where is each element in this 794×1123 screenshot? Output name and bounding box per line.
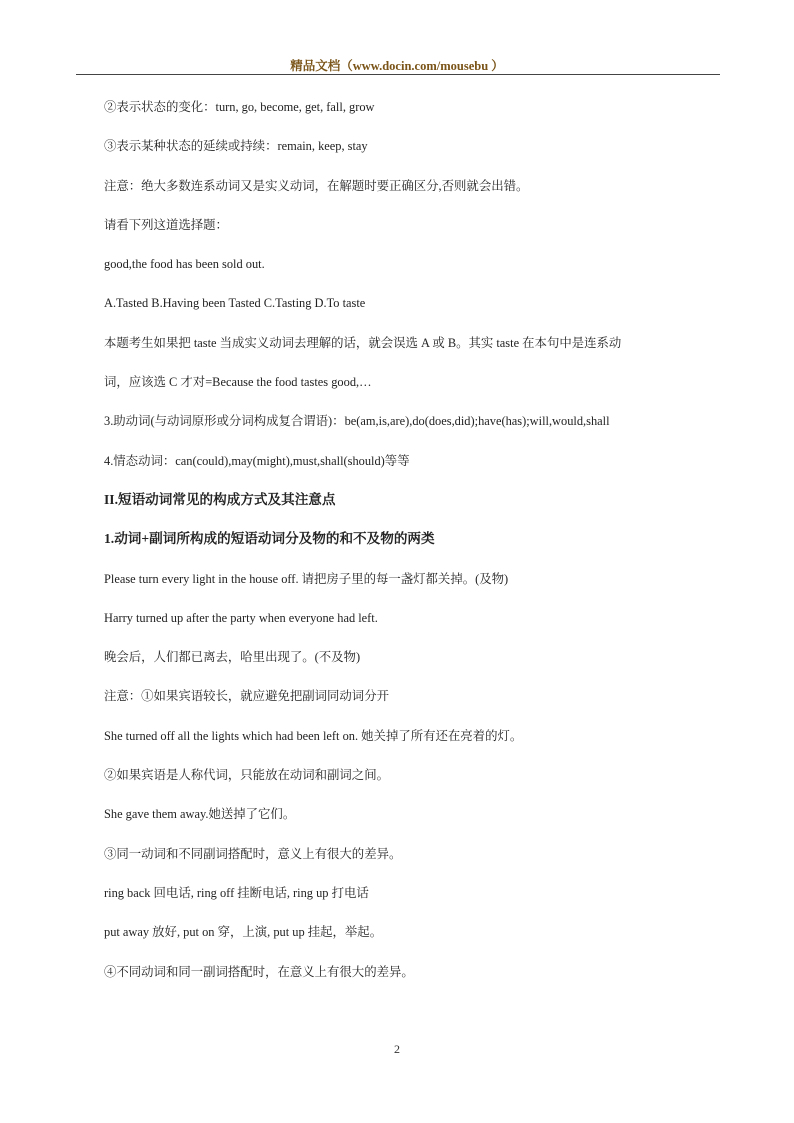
text-line: 本题考生如果把 taste 当成实义动词去理解的话，就会误选 A 或 B。其实 taste 在本句中是连系动 [104,335,622,350]
text-line: ④不同动词和同一副词搭配时，在意义上有很大的差异。 [104,964,414,979]
subsection-heading: 1.动词+副词所构成的短语动词分及物的和不及物的两类 [104,531,435,547]
text-line: good,the food has been sold out. [104,257,265,272]
page-header: 精品文档（www.docin.com/mousebu ） [290,59,504,73]
text-line: A.Tasted B.Having been Tasted C.Tasting D.To taste [104,296,366,311]
text-line: ②表示状态的变化：turn, go, become, get, fall, grow [104,100,375,114]
text-line: put away 放好, put on 穿，上演, put up 挂起，举起。 [104,925,383,940]
section-heading: II.短语动词常见的构成方式及其注意点 [104,491,336,507]
text-line: She gave them away.她送掉了它们。 [104,807,296,822]
text-line: 注意：绝大多数连系动词又是实义动词，在解题时要正确区分,否则就会出错。 [104,178,529,193]
document-body [104,95,704,999]
header-divider [76,74,720,75]
text-line: ③同一动词和不同副词搭配时，意义上有很大的差异。 [104,846,402,861]
text-line: 3.助动词(与动词原形或分词构成复合谓语)：be(am,is,are),do(does,did);have(has);will,would,shall [104,414,610,429]
text-line: Harry turned up after the party when everyone had left. [104,610,378,625]
text-line: She turned off all the lights which had been left on. 她关掉了所有还在亮着的灯。 [104,728,523,743]
page-number: 2 [394,1042,400,1056]
text-line: ③表示某种状态的延续或持续：remain, keep, stay [104,139,368,154]
text-line: 词，应该选 C 才对=Because the food tastes good,… [104,375,372,390]
text-line: 晚会后，人们都已离去，哈里出现了。(不及物) [104,650,361,665]
text-line: ring back 回电话, ring off 挂断电话, ring up 打电话 [104,885,369,900]
text-line: Please turn every light in the house off. 请把房子里的每一盏灯都关掉。(及物) [104,571,509,586]
text-line: 4.情态动词：can(could),may(might),must,shall(should)等等 [104,453,410,468]
text-line: 注意：①如果宾语较长，就应避免把副词同动词分开 [104,689,389,704]
text-line: ②如果宾语是人称代词，只能放在动词和副词之间。 [104,768,389,783]
text-line: 请看下列这道选择题： [104,217,228,232]
